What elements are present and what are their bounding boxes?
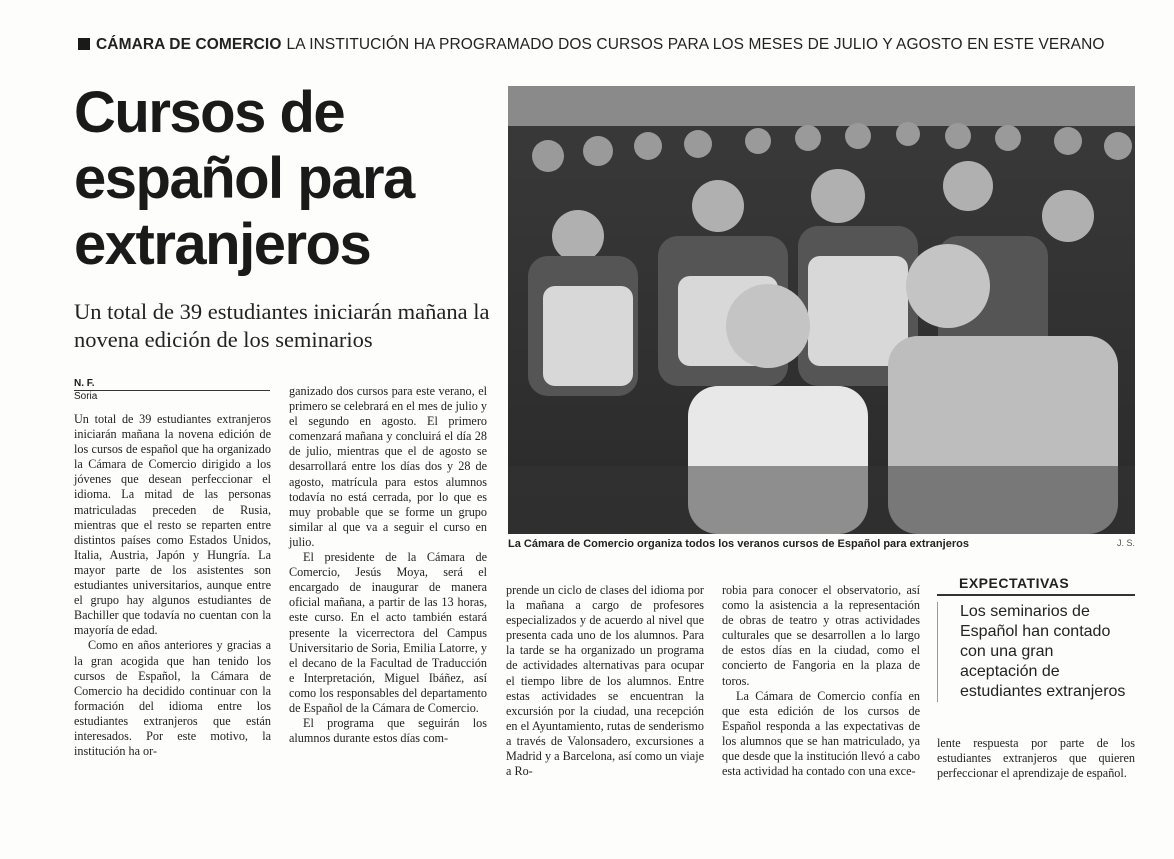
- headline: Cursos de español para extranjeros: [74, 80, 414, 277]
- article-column-4: [722, 583, 920, 779]
- paragraph: robia para conocer el observatorio, así como la asistencia a la representación de obras de teatro y otras actividades culturales que se desarrollen a lo largo de estos días en la ciudad, como el concierto de Fangoria en la plaza de toros.: [722, 583, 920, 688]
- paragraph: Como en años anteriores y gracias a la gran acogida que han tenido los cursos de Español, la Cámara de Comercio ha decidido continuar con la formación del idioma entre los estudiantes extranjeros que están interesados. Por este motivo, la institución ha or-: [74, 638, 271, 759]
- box-text: Los seminarios de Español han contado con una gran aceptación de estudiantes extranjeros: [937, 602, 1135, 702]
- photo-caption: [508, 538, 1135, 550]
- paragraph: Un total de 39 estudiantes extranjeros iniciarán mañana la novena edición de los cursos de español que ha organizado la Cámara de Comercio dirigido a los jóvenes que desean perfeccionar el idioma. La mitad de las personas matriculadas preceden de Rusia, mientras que el resto se reparten entre distintos países como Estados Unidos, Italia, Austria, Japón y Hungría. La mayor parte de los asistentes son estudiantes universitarios, aunque entre el grupo hay algunos estudiantes de Bachiller que todavía no cuentan con la mayoría de edad.: [74, 412, 271, 638]
- caption-text: La Cámara de Comercio organiza todos los veranos cursos de Español para extranjeros: [508, 538, 969, 550]
- kicker-line: [78, 36, 1148, 54]
- paragraph: La Cámara de Comercio confía en que esta edición de los cursos de Español responda a las expectativas de los alumnos que se han matriculado, ya que desde que la institución llevó a cabo esta actividad ha contado con una exce-: [722, 688, 920, 779]
- box-title: EXPECTATIVAS: [937, 575, 1135, 596]
- article-column-2: [289, 384, 487, 746]
- article-column-1: [74, 412, 271, 759]
- byline-place: Soria: [74, 391, 98, 402]
- byline: [74, 378, 274, 403]
- byline-author: N. F.: [74, 378, 270, 391]
- kicker-text: LA INSTITUCIÓN HA PROGRAMADO DOS CURSOS PARA LOS MESES DE JULIO Y AGOSTO EN ESTE VERANO: [286, 36, 1105, 53]
- paragraph: El programa que seguirán los alumnos durante estos días com-: [289, 716, 487, 746]
- paragraph: lente respuesta por parte de los estudiantes extranjeros que quieren perfeccionar el aprendizaje de español.: [937, 736, 1135, 781]
- subheadline: Un total de 39 estudiantes iniciarán mañana la novena edición de los seminarios: [74, 299, 490, 352]
- paragraph: El presidente de la Cámara de Comercio, Jesús Moya, será el encargado de inaugurar de manera oficial mañana, a partir de las 13 horas, este curso. En el acto también estará presente la vicerrectora del Campus Universitario de Soria, Emilia Latorre, y el decano de la Facultad de Traducción e Interpretación, Miguel Ibáñez, así como los responsables del departamento de Español de la Cámara de Comercio.: [289, 550, 487, 715]
- classroom-photo: [508, 86, 1135, 534]
- kicker-section: CÁMARA DE COMERCIO: [96, 36, 282, 53]
- expectativas-box: [937, 575, 1135, 702]
- paragraph: prende un ciclo de clases del idioma por la mañana a cargo de profesores especializados y de acuerdo al nivel que presenta cada uno de los alumnos. Para la tarde se ha organizado un programa de actividades alternativas para ocupar el tiempo libre de los alumnos. Entre estas actividades se encuentran la excursión por la ciudad, una recepción en el Ayuntamiento, rutas de senderismo a través de Valonsadero, excursiones a Madrid y a Barcelona, así como un viaje a Ro-: [506, 583, 704, 779]
- article-column-3: [506, 583, 704, 779]
- article-column-5: [937, 736, 1135, 781]
- paragraph: ganizado dos cursos para este verano, el primero se celebrará en el mes de julio y el segundo en agosto. El primero comenzará mañana y concluirá el día 28 de julio, mientras que el de agosto se desarrollará entre los días dos y 28 de agosto, matrícula para estos alumnos todavía no está cerrada, por lo que es muy probable que se forme un grupo similar al que va a seguir el curso en julio.: [289, 384, 487, 549]
- photo-credit: J. S.: [1116, 538, 1135, 548]
- photo-image: [508, 86, 1135, 534]
- section-square-icon: [78, 38, 90, 50]
